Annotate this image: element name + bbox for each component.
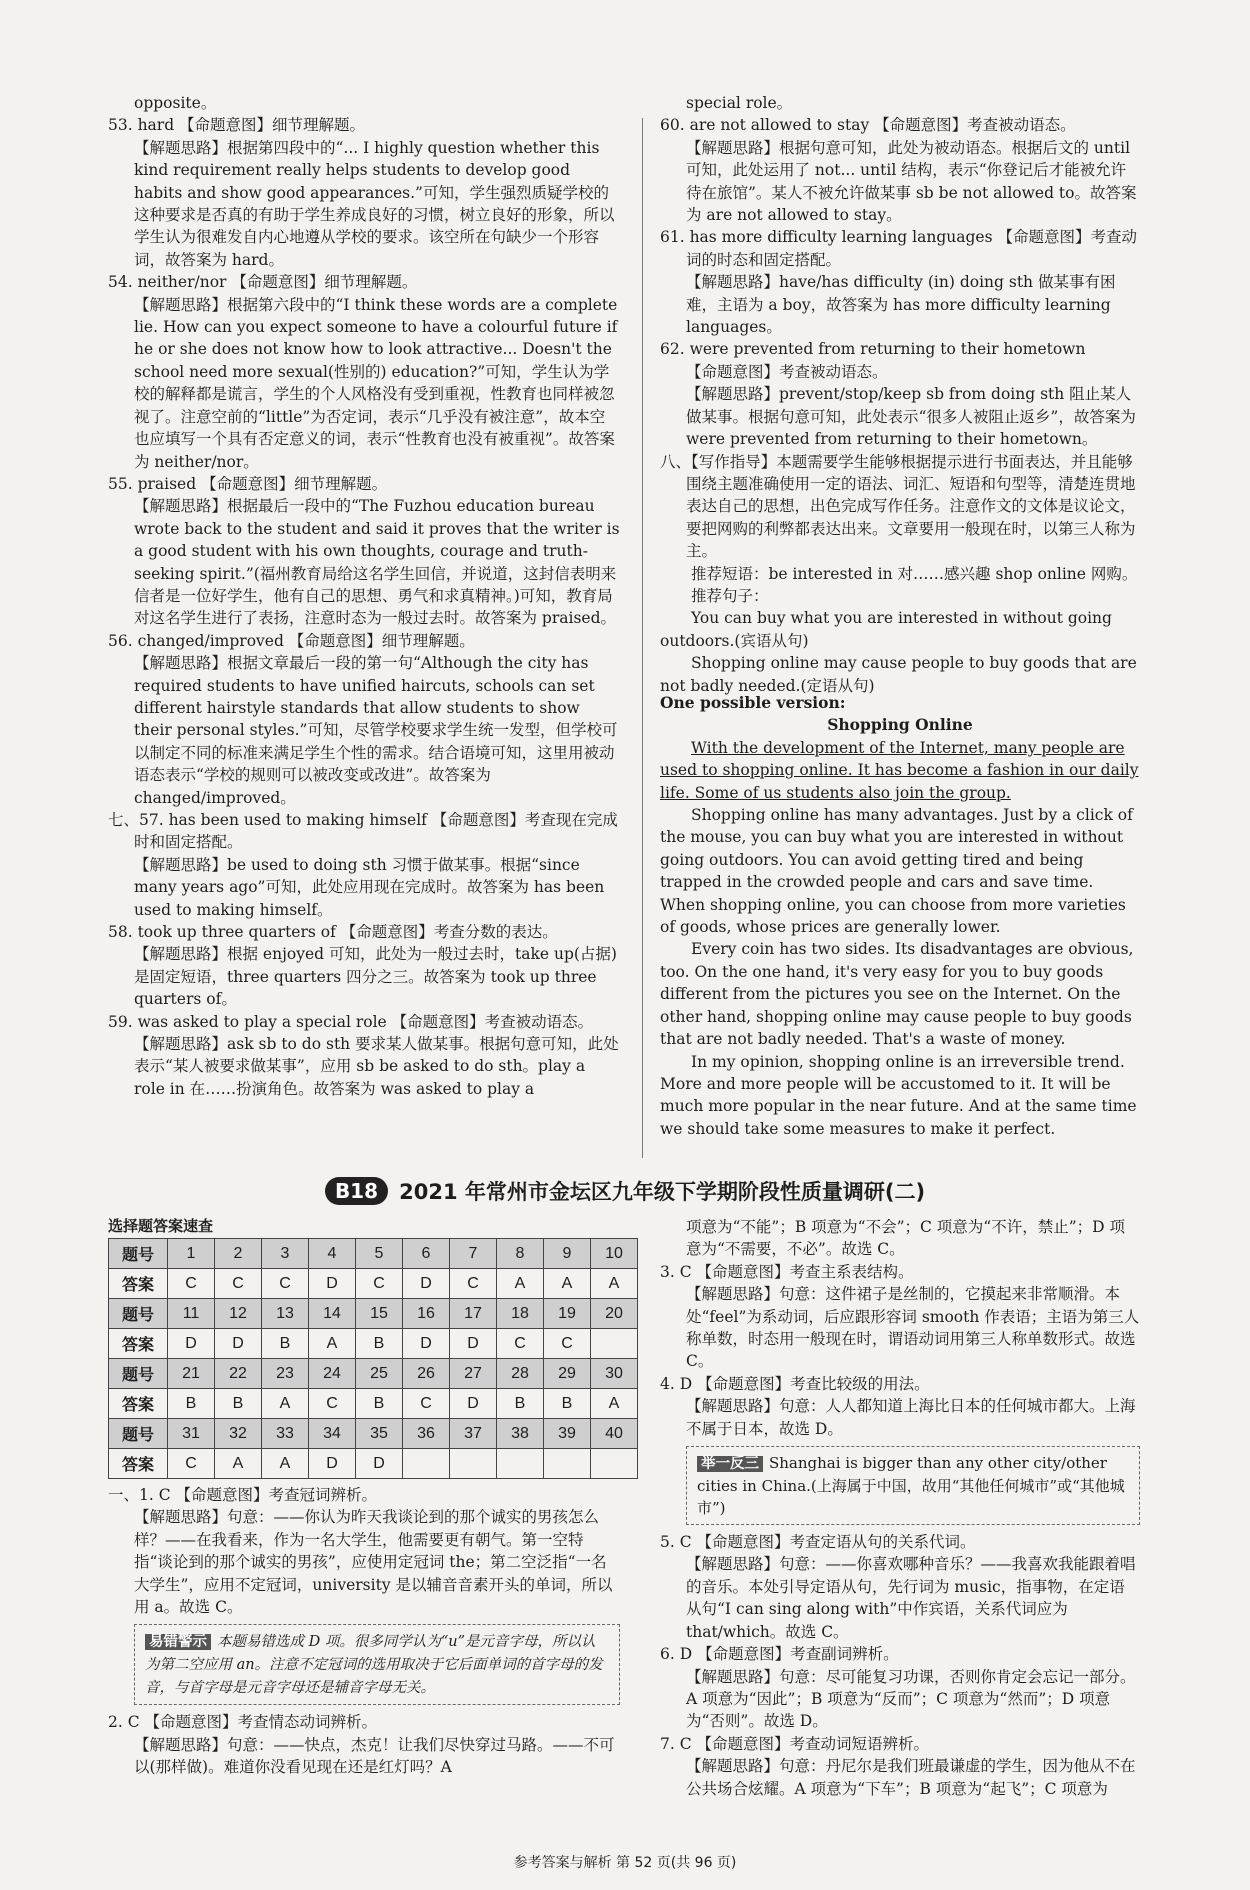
question-number: 27 [450, 1359, 497, 1389]
column-divider [642, 118, 643, 1158]
answer-cell: C [356, 1269, 403, 1299]
essay-label: One possible version: [660, 693, 846, 712]
table-row [109, 1359, 638, 1389]
answer-cell: D [309, 1269, 356, 1299]
left-text-8: 【解题思路】根据文章最后一段的第一句“Although the city has required students to have unified haircuts, schools can set different hairstyle standards that allow students to show their personal styles.”可知，尽管学校要求学生统一发型，但学校可以制定不同的标准来满足学生个性的需求。结合语境可知，这里用被动语态表示“学校的规则可以被改变或改进”。故答案为 changed/improved。 [134, 654, 618, 807]
right-bottom2-text-1: 【解题思路】句意：——你喜欢哪种音乐？——我喜欢我能跟着唱的音乐。本处引导定语从句，先行词为 music，指事物，在定语从句“I can sing along with”中作宾语，关系代词应为 that/which。故选 C。 [686, 1555, 1136, 1641]
right-text-8: 八、【写作指导】本题需要学生能够根据提示进行书面表达，并且能够围绕主题准确使用一定的语法、词汇、短语和句型等，清楚连贯地表达自己的思想，出色完成写作任务。注意作文的文体是议论文，要把网购的利弊都表达出来。文章要用一般现在时，以第三人称为主。 [660, 452, 1136, 561]
answer-cell: B [262, 1329, 309, 1359]
right-bottom2-text-4: 7. C 【命题意图】考查动词短语辨析。 [660, 1734, 930, 1753]
answer-cell: C [497, 1329, 544, 1359]
answer-cell: D [403, 1329, 450, 1359]
left-text-11: 58. took up three quarters of 【命题意图】考查分数的表达。 [108, 923, 558, 942]
answer-cell: C [403, 1389, 450, 1419]
row-label: 题号 [109, 1359, 168, 1389]
section-title-text: 2021 年常州市金坛区九年级下学期阶段性质量调研(二) [399, 1180, 926, 1204]
answer-cell: B [356, 1329, 403, 1359]
answer-table [108, 1238, 638, 1479]
left-text-2: 【解题思路】根据第四段中的“... I highly question whether this kind requirement really helps students to develop good habits and show good appearances.”可知，学生强烈质疑学校的这种要求是否真的有助于学生养成良好的习惯，树立良好的形象，所以学生认为很难发自内心地遵从学校的要求。该空所在句缺少一个形容词，故答案为 hard。 [134, 138, 615, 269]
left-text-13: 59. was asked to play a special role 【命题意图】考查被动语态。 [108, 1012, 594, 1031]
left-text-7: 56. changed/improved 【命题意图】细节理解题。 [108, 631, 475, 650]
question-number: 25 [356, 1359, 403, 1389]
warning-box [134, 1624, 620, 1705]
answer-cell [403, 1449, 450, 1479]
table-row [109, 1239, 638, 1269]
right-text-9: 推荐短语：be interested in 对……感兴趣 shop online 网购。 [691, 564, 1138, 583]
extend-tag: 举一反三 [697, 1456, 763, 1472]
answer-table-wrap [108, 1238, 638, 1479]
right-bottom-text-1: 3. C 【命题意图】考查主系表结构。 [660, 1262, 914, 1281]
right-bottom-text-3: 4. D 【命题意图】考查比较级的用法。 [660, 1374, 930, 1393]
table-row [109, 1329, 638, 1359]
left-bottom2-text-1: 【解题思路】句意：——快点，杰克！让我们尽快穿过马路。——不可以(那样做)。难道你没看见现在还是红灯吗？A [134, 1735, 615, 1777]
left-text-4: 【解题思路】根据第六段中的“I think these words are a complete lie. How can you expect someone to have a colourful future if he or she does not know how to look attractive... Doesn't the school need more sexual(性别的) education?”可知，学生认为学校的解释都是谎言，学生的个人风格没有受到重视，性教育也同样被忽视了。注意空前的“little”为否定词，表示“几乎没有被注意”，故本空也应填写一个具有否定意义的词，表示“性教育也没有被重视”。故答案为 neither/nor。 [134, 295, 618, 471]
warning-tag: 易错警示 [145, 1634, 211, 1650]
right-bottom2-text-0: 5. C 【命题意图】考查定语从句的关系代词。 [660, 1533, 976, 1552]
question-number: 35 [356, 1419, 403, 1449]
right-text-11: You can buy what you are interested in without going outdoors.(宾语从句) [660, 609, 1112, 650]
left-text-5: 55. praised 【命题意图】细节理解题。 [108, 474, 388, 493]
question-number: 40 [591, 1419, 638, 1449]
right-text-4: 【解题思路】have/has difficulty (in) doing sth 做某事有困难，主语为 a boy，故答案为 has more difficulty learning languages。 [686, 273, 1116, 337]
question-number: 17 [450, 1299, 497, 1329]
left-bottom2-text-0: 2. C 【命题意图】考查情态动词辨析。 [108, 1713, 378, 1732]
answer-cell: D [450, 1389, 497, 1419]
essay-paragraph-3: Every coin has two sides. Its disadvantages are obvious, too. On the one hand, it's very easy for you to buy goods different from the pictures you see on the Internet. On the other hand, shopping online may cause people to buy goods that are not badly needed. That's a waste of money. [660, 940, 1134, 1049]
right-text-12: Shopping online may cause people to buy goods that are not badly needed.(定语从句) [660, 654, 1137, 695]
answer-cell: A [591, 1389, 638, 1419]
essay-paragraph-1: With the development of the Internet, many people are used to shopping online. It has become a fashion in our daily life. Some of us students also join the group. [660, 738, 1139, 802]
question-number: 21 [168, 1359, 215, 1389]
right-bottom2-text-3: 【解题思路】句意：尽可能复习功课，否则你肯定会忘记一部分。A 项意为“因此”；B 项意为“反而”；C 项意为“然而”；D 项意为“否则”。故选 D。 [686, 1667, 1136, 1731]
left-text-3: 54. neither/nor 【命题意图】细节理解题。 [108, 273, 418, 292]
table-row [109, 1269, 638, 1299]
answer-cell: A [497, 1269, 544, 1299]
answer-cell: B [497, 1389, 544, 1419]
right-text-1: 60. are not allowed to stay 【命题意图】考查被动语态。 [660, 116, 1076, 135]
question-number: 38 [497, 1419, 544, 1449]
row-label: 题号 [109, 1239, 168, 1269]
question-number: 26 [403, 1359, 450, 1389]
answer-cell: D [168, 1329, 215, 1359]
answer-cell: C [544, 1329, 591, 1359]
answer-cell: A [544, 1269, 591, 1299]
answer-cell [591, 1329, 638, 1359]
answer-cell: D [403, 1269, 450, 1299]
answer-cell: D [450, 1329, 497, 1359]
answer-cell: B [356, 1389, 403, 1419]
essay-title: Shopping Online [827, 715, 973, 735]
page-footer: 参考答案与解析 第 52 页(共 96 页) [513, 1855, 737, 1871]
right-text-10: 推荐句子： [691, 586, 769, 605]
question-number: 7 [450, 1239, 497, 1269]
question-number: 24 [309, 1359, 356, 1389]
answer-cell: C [309, 1389, 356, 1419]
table-row [109, 1449, 638, 1479]
answer-cell: B [215, 1389, 262, 1419]
answer-table-caption: 选择题答案速查 [108, 1217, 214, 1235]
answer-cell: C [262, 1269, 309, 1299]
right-bottom-text-0: 项意为“不能”；B 项意为“不会”；C 项意为“不许，禁止”；D 项意为“不需要，不必”。故选 C。 [686, 1218, 1126, 1259]
right-bottom-column [660, 1216, 1140, 1800]
question-number: 32 [215, 1419, 262, 1449]
question-number: 8 [497, 1239, 544, 1269]
left-text-10: 【解题思路】be used to doing sth 习惯于做某事。根据“since many years ago”可知，此处应用现在完成时。故答案为 has been used to making himself。 [134, 855, 605, 919]
left-text-0: opposite。 [134, 94, 217, 112]
section-title [0, 1176, 1250, 1214]
question-number: 39 [544, 1419, 591, 1449]
answer-cell: A [262, 1389, 309, 1419]
left-text-1: 53. hard 【命题意图】细节理解题。 [108, 116, 366, 135]
table-row [109, 1419, 638, 1449]
answer-cell: D [356, 1449, 403, 1479]
row-label: 答案 [109, 1329, 168, 1359]
question-number: 6 [403, 1239, 450, 1269]
left-bottom-text-0: 一、1. C 【命题意图】考查冠词辨析。 [108, 1486, 378, 1504]
question-number: 31 [168, 1419, 215, 1449]
question-number: 14 [309, 1299, 356, 1329]
answer-cell: A [215, 1449, 262, 1479]
answer-cell [450, 1449, 497, 1479]
left-text-9: 七、57. has been used to making himself 【命题意图】考查现在完成时和固定搭配。 [108, 811, 618, 852]
question-number: 9 [544, 1239, 591, 1269]
answer-cell [497, 1449, 544, 1479]
right-bottom-text-4: 【解题思路】句意：人人都知道上海比日本的任何城市都大。上海不属于日本，故选 D。 [686, 1397, 1136, 1438]
right-bottom-text-2: 【解题思路】句意：这件裙子是丝制的，它摸起来非常顺滑。本处“feel”为系动词，后应跟形容词 smooth 作表语；主语为第三人称单数，时态用一般现在时，谓语动词用第三人称单数形式。故选 C。 [686, 1285, 1140, 1371]
answer-cell: D [215, 1329, 262, 1359]
answer-cell [544, 1449, 591, 1479]
row-label: 答案 [109, 1269, 168, 1299]
right-text-5: 62. were prevented from returning to their hometown [660, 340, 1086, 359]
right-text-0: special role。 [686, 94, 793, 112]
answer-cell: A [591, 1269, 638, 1299]
answer-cell: C [215, 1269, 262, 1299]
section-badge: B18 [325, 1177, 388, 1205]
essay-paragraph-2: Shopping online has many advantages. Just by a click of the mouse, you can buy what you are interested in without going outdoors. You can avoid getting tired and being trapped in the crowded people and cars and save time. When shopping online, you can choose from more varieties of goods, whose prices are generally lower. [660, 806, 1133, 937]
right-text-3: 61. has more difficulty learning languages 【命题意图】考查动词的时态和固定搭配。 [660, 228, 1137, 269]
row-label: 题号 [109, 1419, 168, 1449]
left-text-6: 【解题思路】根据最后一段中的“The Fuzhou education bureau wrote back to the student and said it proves that the writer is a good student with his own thoughts, courage and truth-seeking spirit.”(福州教育局给这名学生回信，并说道，这封信表明来信者是一位好学生，他有自己的思想、勇气和求真精神。)可知，教育局对这名学生进行了表扬，注意时态为一般过去时。故答案为 praised。 [134, 497, 620, 628]
warning-text: 本题易错选成 D 项。很多同学认为“u”是元音字母，所以认为第二空应用 an。注意不定冠词的选用取决于它后面单词的首字母的发音，与首字母是元音字母还是辅音字母无关。 [145, 1634, 603, 1697]
table-row [109, 1389, 638, 1419]
answer-cell: C [450, 1269, 497, 1299]
extend-box [686, 1446, 1140, 1525]
right-top-column [660, 92, 1140, 697]
right-bottom2-text-2: 6. D 【命题意图】考查副词辨析。 [660, 1645, 899, 1664]
question-number: 28 [497, 1359, 544, 1389]
question-number: 19 [544, 1299, 591, 1329]
question-number: 36 [403, 1419, 450, 1449]
question-number: 18 [497, 1299, 544, 1329]
question-number: 37 [450, 1419, 497, 1449]
row-label: 答案 [109, 1449, 168, 1479]
answer-cell: A [262, 1449, 309, 1479]
question-number: 20 [591, 1299, 638, 1329]
question-number: 4 [309, 1239, 356, 1269]
question-number: 33 [262, 1419, 309, 1449]
answer-cell: D [309, 1449, 356, 1479]
question-number: 30 [591, 1359, 638, 1389]
right-text-7: 【解题思路】prevent/stop/keep sb from doing sth 阻止某人做某事。根据句意可知，此处表示“很多人被阻止返乡”，故答案为 were prevented from returning to their hometown。 [686, 385, 1136, 449]
question-number: 16 [403, 1299, 450, 1329]
row-label: 题号 [109, 1299, 168, 1329]
question-number: 3 [262, 1239, 309, 1269]
question-number: 1 [168, 1239, 215, 1269]
right-bottom2-text-5: 【解题思路】句意：丹尼尔是我们班最谦虚的学生，因为他从不在公共场合炫耀。A 项意为“下车”；B 项意为“起飞”；C 项意为 [686, 1757, 1136, 1798]
left-bottom-text-1: 【解题思路】句意：——你认为昨天我谈论到的那个诚实的男孩怎么样？——在我看来，作为一名大学生，他需要更有朝气。第一空特指“谈论到的那个诚实的男孩”，应使用定冠词 the；第二空泛指“一名大学生”，应用不定冠词，university 是以辅音音素开头的单词，所以用 a。故选 C。 [134, 1508, 613, 1617]
question-number: 5 [356, 1239, 403, 1269]
answer-cell: B [544, 1389, 591, 1419]
right-text-2: 【解题思路】根据句意可知，此处为被动语态。根据后文的 until 可知，此处运用了 not... until 结构，表示“你登记后才能被允许待在旅馆”。某人不被允许做某事 sb be not allowed to。故答案为 are not allowed to stay。 [686, 138, 1137, 225]
row-label: 答案 [109, 1389, 168, 1419]
left-bottom-column [108, 1484, 620, 1779]
essay-paragraph-4: In my opinion, shopping online is an irreversible trend. More and more people will be accustomed to it. It will be much more popular in the near future. And at the same time we should take some measures to make it perfect. [660, 1052, 1137, 1138]
question-number: 13 [262, 1299, 309, 1329]
answer-cell [591, 1449, 638, 1479]
essay [660, 692, 1140, 1140]
question-number: 22 [215, 1359, 262, 1389]
question-number: 23 [262, 1359, 309, 1389]
question-number: 12 [215, 1299, 262, 1329]
table-row [109, 1299, 638, 1329]
answer-cell: C [168, 1269, 215, 1299]
left-top-column [108, 92, 620, 1100]
question-number: 2 [215, 1239, 262, 1269]
question-number: 29 [544, 1359, 591, 1389]
question-number: 11 [168, 1299, 215, 1329]
question-number: 34 [309, 1419, 356, 1449]
answer-cell: B [168, 1389, 215, 1419]
left-text-12: 【解题思路】根据 enjoyed 可知，此处为一般过去时，take up(占据)是固定短语，three quarters 四分之三。故答案为 took up three quarters of。 [134, 945, 617, 1009]
answer-cell: A [309, 1329, 356, 1359]
answer-cell: C [168, 1449, 215, 1479]
extend-text: Shanghai is bigger than any other city/other cities in China.(上海属于中国，故用“其他任何城市”或“其他城市”) [697, 1454, 1125, 1518]
question-number: 10 [591, 1239, 638, 1269]
question-number: 15 [356, 1299, 403, 1329]
left-text-14: 【解题思路】ask sb to do sth 要求某人做某事。根据句意可知，此处表示“某人被要求做某事”，应用 sb be asked to do sth。play a role in 在……扮演角色。故答案为 was asked to play a [134, 1035, 619, 1098]
right-text-6: 【命题意图】考查被动语态。 [686, 362, 888, 381]
